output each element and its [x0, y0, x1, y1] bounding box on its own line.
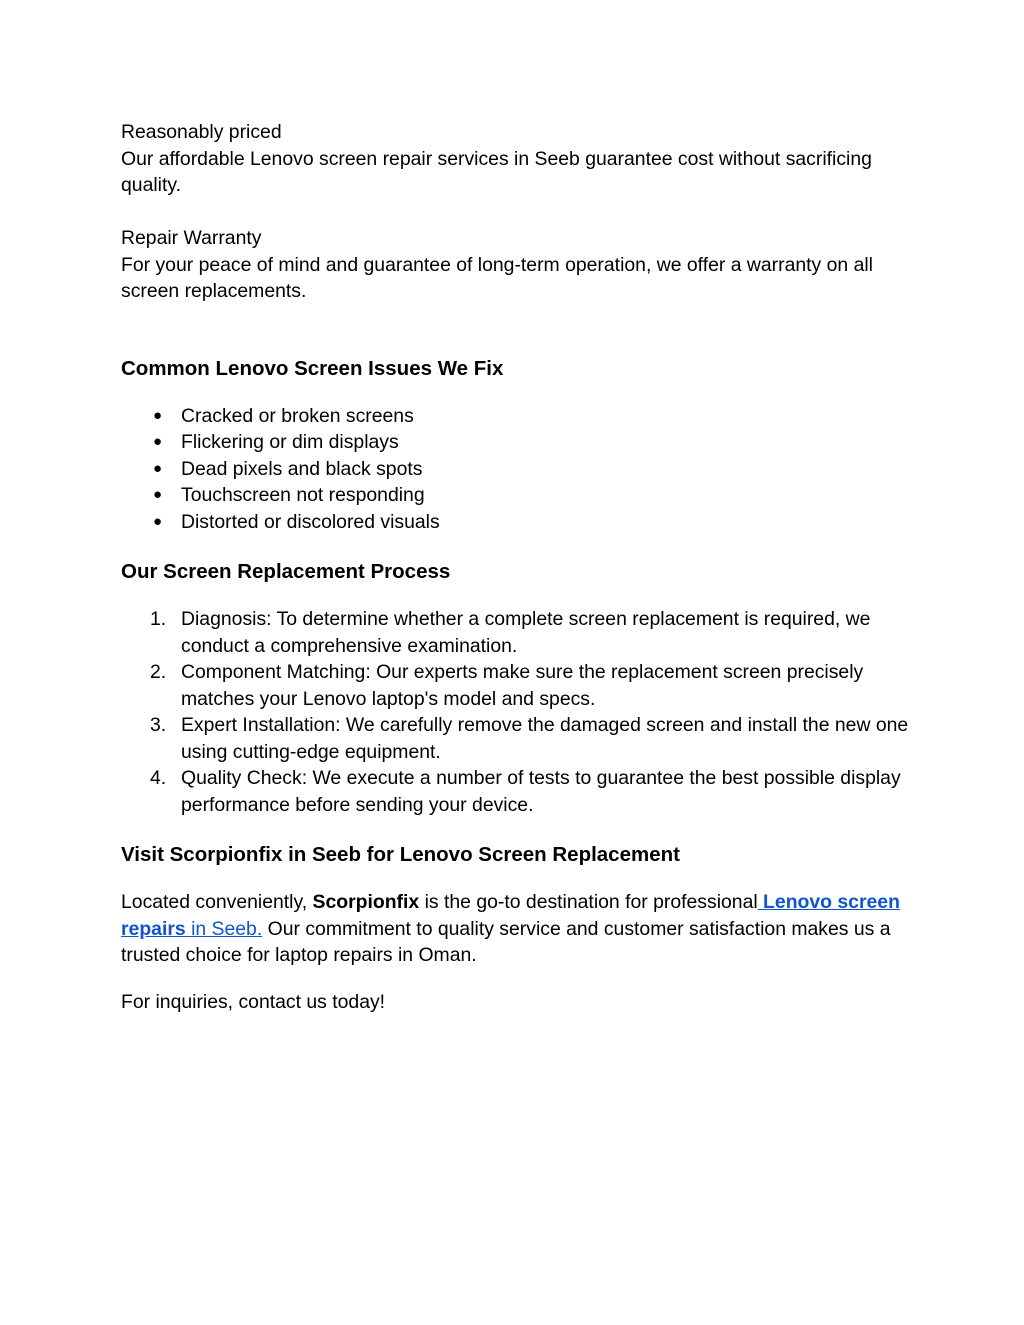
warranty-title: Repair Warranty	[121, 227, 262, 249]
step-text: Quality Check: We execute a number of tests to guarantee the best possible display performance before sending your device.	[181, 767, 901, 816]
list-item	[121, 403, 911, 430]
visit-text-middle: is the go-to destination for professional	[419, 891, 758, 913]
issues-list	[121, 403, 911, 536]
list-item-text: Flickering or dim displays	[181, 431, 399, 453]
list-item-text: Distorted or discolored visuals	[181, 510, 440, 533]
list-item	[121, 482, 911, 509]
step-number: 1.	[150, 608, 167, 630]
list-item-text: Dead pixels and black spots	[181, 457, 423, 480]
visit-text-before: Located conveniently,	[121, 891, 313, 913]
warranty-body: For your peace of mind and guarantee of long-term operation, we offer a warranty on all screen replacements.	[121, 253, 873, 302]
list-item	[121, 712, 911, 765]
contact-text: For inquiries, contact us today!	[121, 990, 386, 1013]
bullet-icon: ●	[153, 406, 163, 424]
step-number: 4.	[150, 767, 167, 789]
spacer	[121, 199, 911, 226]
list-item	[121, 659, 911, 712]
step-number: 2.	[150, 661, 167, 683]
list-item	[121, 765, 911, 818]
list-item	[121, 456, 911, 483]
in-seeb-link[interactable]: in Seeb.	[191, 917, 263, 940]
visit-paragraph	[121, 889, 911, 969]
step-text: Expert Installation: We carefully remove the damaged screen and install the new one using cutting-edge equipment.	[181, 714, 909, 763]
brand-name: Scorpionfix	[312, 891, 420, 913]
process-heading: Our Screen Replacement Process	[121, 560, 451, 583]
visit-heading: Visit Scorpionfix in Seeb for Lenovo Screen Replacement	[121, 843, 680, 866]
list-item	[121, 606, 911, 659]
list-item-text: Cracked or broken screens	[181, 404, 414, 427]
process-steps-list	[121, 606, 911, 818]
bullet-icon: ●	[153, 433, 163, 450]
bullet-icon: ●	[153, 512, 163, 530]
issues-heading: Common Lenovo Screen Issues We Fix	[121, 356, 504, 380]
bullet-icon: ●	[153, 459, 163, 477]
document-content	[121, 119, 911, 1015]
step-number: 3.	[150, 714, 167, 736]
visit-text-after: Our commitment to quality service and customer satisfaction makes us a trusted choice for laptop repairs in Oman.	[121, 917, 891, 966]
list-item-text: Touchscreen not responding	[181, 484, 425, 506]
list-item	[121, 509, 911, 536]
lenovo-screen-repairs-link[interactable]: Lenovo screen repairs	[121, 891, 900, 940]
step-text: Diagnosis: To determine whether a complete screen replacement is required, we conduct a comprehensive examination.	[181, 608, 871, 657]
pricing-title: Reasonably priced	[121, 121, 282, 143]
list-item	[121, 429, 911, 456]
step-text: Component Matching: Our experts make sure the replacement screen precisely matches your Lenovo laptop's model and specs.	[181, 661, 864, 710]
pricing-body: Our affordable Lenovo screen repair services in Seeb guarantee cost without sacrificing quality.	[121, 147, 872, 196]
bullet-icon: ●	[153, 486, 163, 503]
